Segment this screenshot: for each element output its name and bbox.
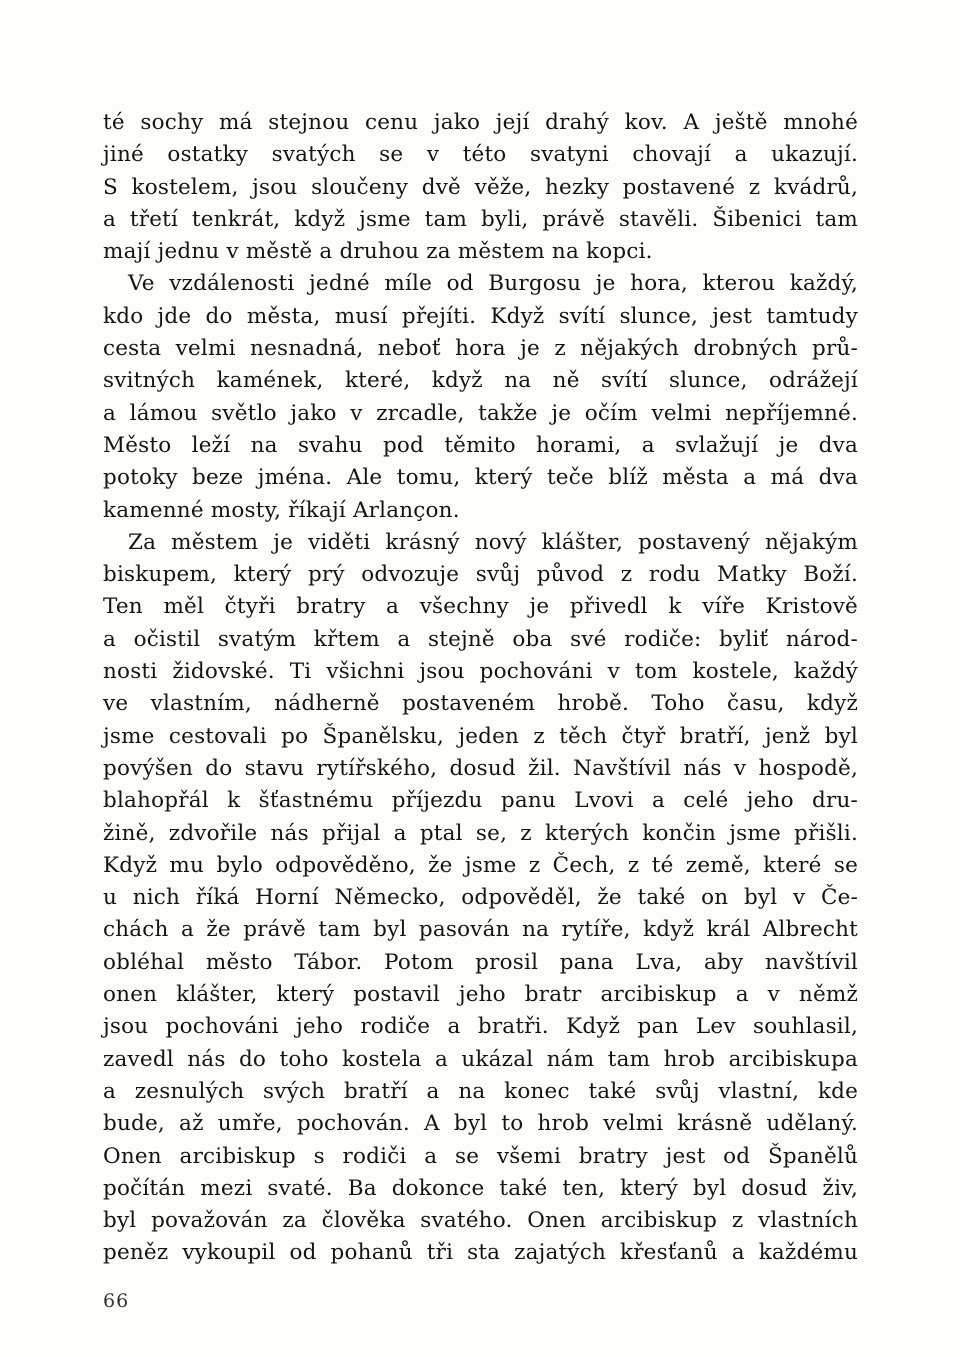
text-line: peněz vykoupil od pohanů tři sta zajatých křesťanů a každému bbox=[103, 1240, 858, 1266]
text-line: mají jednu v městě a druhou za městem na kopci. bbox=[103, 239, 653, 265]
page-number: 66 bbox=[103, 1290, 130, 1312]
text-line: té sochy má stejnou cenu jako její drahý kov. A ještě mnohé bbox=[103, 110, 858, 135]
text-line: Onen arcibiskup s rodiči a se všemi bratry jest od Španělů bbox=[103, 1143, 858, 1169]
text-line: žině, zdvořile nás přijal a ptal se, z kterých končin jsme přišli. bbox=[103, 820, 858, 846]
text-line: povýšen do stavu rytířského, dosud žil. Navštívil nás v hospodě, bbox=[103, 755, 858, 781]
text-line: a třetí tenkrát, když jsme tam byli, právě stavěli. Šibenici tam bbox=[103, 206, 858, 232]
text-line: a lámou světlo jako v zrcadle, takže je očím velmi nepříjemné. bbox=[103, 400, 858, 426]
text-line: potoky beze jména. Ale tomu, který teče blíž města a má dva bbox=[103, 465, 858, 491]
text-line: svitných kamének, které, když na ně svítí slunce, odrážejí bbox=[103, 368, 858, 394]
text-line: jiné ostatky svatých se v této svatyni chovají a ukazují. bbox=[103, 142, 858, 168]
text-line: Ve vzdálenosti jedné míle od Burgosu je hora, kterou každý, bbox=[128, 271, 858, 297]
text-line: cesta velmi nesnadná, neboť hora je z nějakých drobných prů- bbox=[103, 336, 858, 362]
text-line: nosti židovské. Ti všichni jsou pochováni v tom kostele, každý bbox=[103, 659, 858, 685]
text-line: onen klášter, který postavil jeho bratr arcibiskup a v němž bbox=[103, 982, 858, 1008]
text-line: a očistil svatým křtem a stejně oba své rodiče: byliť národ- bbox=[103, 626, 858, 652]
text-line: ve vlastním, nádherně postaveném hrobě. Toho času, když bbox=[103, 691, 858, 717]
text-line: kdo jde do města, musí přejíti. Když svítí slunce, jest tamtudy bbox=[103, 303, 858, 329]
body-text bbox=[103, 107, 858, 1270]
text-line: blahopřál k šťastnému příjezdu panu Lvovi a celé jeho dru- bbox=[103, 788, 858, 814]
text-line: Za městem je viděti krásný nový klášter, postavený nějakým bbox=[128, 529, 858, 555]
text-line: obléhal město Tábor. Potom prosil pana Lva, aby navštívil bbox=[103, 949, 858, 975]
text-line: S kostelem, jsou sloučeny dvě věže, hezky postavené z kvádrů, bbox=[103, 174, 858, 200]
text-line: jsme cestovali po Španělsku, jeden z těch čtyř bratří, jenž byl bbox=[103, 723, 858, 749]
text-line: a zesnulých svých bratří a na konec také svůj vlastní, kde bbox=[103, 1078, 858, 1104]
text-line: u nich říká Horní Německo, odpověděl, že také on byl v Če- bbox=[103, 885, 858, 911]
text-line: chách a že právě tam byl pasován na rytíře, když král Albrecht bbox=[103, 917, 858, 943]
text-line: Ten měl čtyři bratry a všechny je přivedl k víře Kristově bbox=[103, 594, 858, 620]
text-line: byl považován za člověka svatého. Onen arcibiskup z vlastních bbox=[103, 1208, 858, 1234]
text-line: bude, až umře, pochován. A byl to hrob velmi krásně udělaný. bbox=[103, 1111, 858, 1137]
text-line: biskupem, který prý odvozuje svůj původ z rodu Matky Boží. bbox=[103, 562, 858, 588]
text-line: zavedl nás do toho kostela a ukázal nám tam hrob arcibiskupa bbox=[103, 1046, 858, 1072]
text-line: Když mu bylo odpověděno, že jsme z Čech, z té země, které se bbox=[103, 852, 858, 878]
text-line: počítán mezi svaté. Ba dokonce také ten, který byl dosud živ, bbox=[103, 1175, 858, 1201]
text-line: Město leží na svahu pod těmito horami, a svlažují je dva bbox=[103, 432, 858, 458]
text-line: jsou pochováni jeho rodiče a bratři. Když pan Lev souhlasil, bbox=[103, 1014, 858, 1040]
text-line: kamenné mosty, říkají Arlançon. bbox=[103, 497, 460, 523]
